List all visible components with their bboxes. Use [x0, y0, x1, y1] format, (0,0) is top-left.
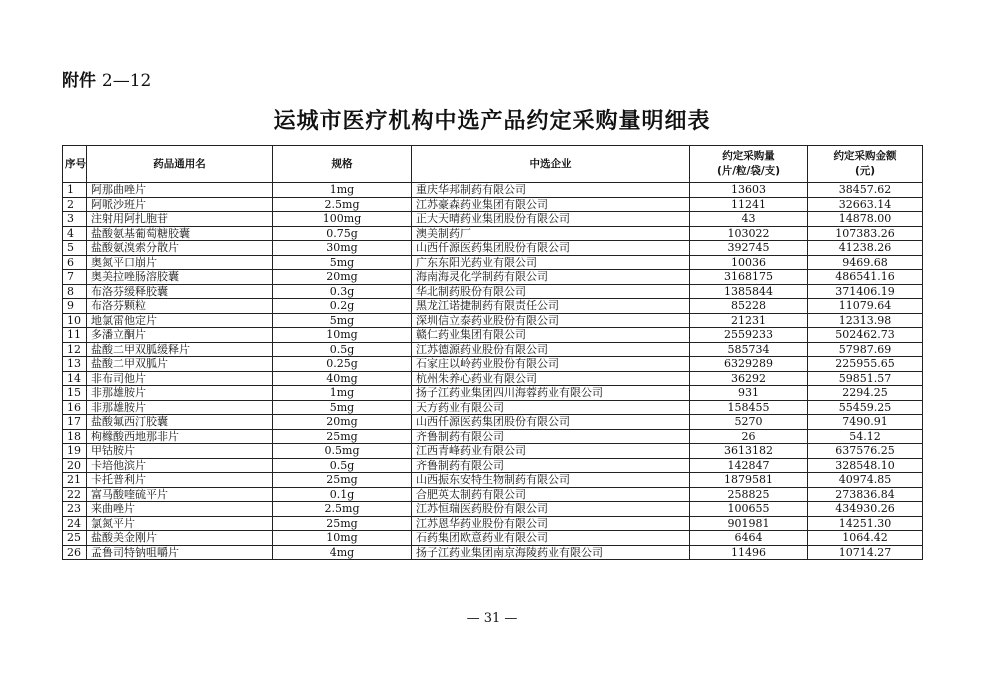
cell-drug-name: 甲钴胺片: [87, 444, 273, 459]
cell-quantity: 36292: [690, 371, 808, 386]
attachment-number: 2—12: [101, 71, 152, 91]
cell-company: 重庆华邦制药有限公司: [412, 183, 690, 198]
table-row: [63, 313, 923, 328]
cell-seq: 6: [63, 255, 87, 270]
cell-amount: 14878.00: [808, 212, 923, 227]
cell-spec: 40mg: [273, 371, 412, 386]
cell-company: 扬子江药业集团四川海蓉药业有限公司: [412, 386, 690, 401]
cell-seq: 12: [63, 342, 87, 357]
cell-spec: 0.5mg: [273, 444, 412, 459]
header-quantity-line2: (片/粒/袋/支): [716, 165, 781, 177]
cell-drug-name: 孟鲁司特钠咀嚼片: [87, 545, 273, 560]
cell-drug-name: 盐酸二甲双胍缓释片: [87, 342, 273, 357]
cell-amount: 637576.25: [808, 444, 923, 459]
table-row: [63, 502, 923, 517]
header-spec: 规格: [273, 146, 412, 183]
cell-company: 杭州朱养心药业有限公司: [412, 371, 690, 386]
header-amount-line1: 约定采购金额: [833, 150, 897, 162]
cell-seq: 15: [63, 386, 87, 401]
cell-seq: 18: [63, 429, 87, 444]
cell-spec: 10mg: [273, 328, 412, 343]
cell-seq: 23: [63, 502, 87, 517]
cell-seq: 14: [63, 371, 87, 386]
cell-drug-name: 多潘立酮片: [87, 328, 273, 343]
table-row: [63, 487, 923, 502]
cell-company: 澳美制药厂: [412, 226, 690, 241]
cell-seq: 2: [63, 197, 87, 212]
cell-amount: 11079.64: [808, 299, 923, 314]
cell-seq: 26: [63, 545, 87, 560]
cell-amount: 273836.84: [808, 487, 923, 502]
cell-amount: 107383.26: [808, 226, 923, 241]
cell-company: 华北制药股份有限公司: [412, 284, 690, 299]
cell-seq: 24: [63, 516, 87, 531]
cell-seq: 3: [63, 212, 87, 227]
cell-company: 天方药业有限公司: [412, 400, 690, 415]
cell-spec: 100mg: [273, 212, 412, 227]
table-row: [63, 299, 923, 314]
cell-company: 海南海灵化学制药有限公司: [412, 270, 690, 285]
cell-seq: 21: [63, 473, 87, 488]
cell-amount: 41238.26: [808, 241, 923, 256]
cell-spec: 0.25g: [273, 357, 412, 372]
cell-amount: 328548.10: [808, 458, 923, 473]
page-title: 运城市医疗机构中选产品约定采购量明细表: [273, 108, 711, 134]
cell-drug-name: 富马酸喹硫平片: [87, 487, 273, 502]
table-row: [63, 328, 923, 343]
cell-quantity: 100655: [690, 502, 808, 517]
table-row: [63, 241, 923, 256]
cell-seq: 13: [63, 357, 87, 372]
table-row: [63, 545, 923, 560]
cell-amount: 40974.85: [808, 473, 923, 488]
cell-drug-name: 盐酸氟西汀胶囊: [87, 415, 273, 430]
header-quantity: [690, 146, 808, 183]
procurement-table: [62, 145, 923, 560]
cell-company: 江苏德源药业股份有限公司: [412, 342, 690, 357]
cell-quantity: 142847: [690, 458, 808, 473]
cell-seq: 4: [63, 226, 87, 241]
cell-amount: 2294.25: [808, 386, 923, 401]
cell-drug-name: 奥美拉唑肠溶胶囊: [87, 270, 273, 285]
cell-drug-name: 卡培他滨片: [87, 458, 273, 473]
cell-seq: 17: [63, 415, 87, 430]
cell-drug-name: 来曲唑片: [87, 502, 273, 517]
cell-company: 深圳信立泰药业股份有限公司: [412, 313, 690, 328]
cell-quantity: 6329289: [690, 357, 808, 372]
cell-seq: 11: [63, 328, 87, 343]
cell-seq: 10: [63, 313, 87, 328]
cell-quantity: 1385844: [690, 284, 808, 299]
table-row: [63, 386, 923, 401]
cell-amount: 10714.27: [808, 545, 923, 560]
cell-amount: 502462.73: [808, 328, 923, 343]
cell-amount: 59851.57: [808, 371, 923, 386]
cell-amount: 54.12: [808, 429, 923, 444]
cell-company: 广东东阳光药业有限公司: [412, 255, 690, 270]
cell-spec: 1mg: [273, 386, 412, 401]
cell-drug-name: 布洛芬缓释胶囊: [87, 284, 273, 299]
cell-quantity: 2559233: [690, 328, 808, 343]
page-number: — 31 —: [466, 611, 518, 626]
cell-quantity: 1879581: [690, 473, 808, 488]
cell-quantity: 6464: [690, 531, 808, 546]
cell-drug-name: 地氯雷他定片: [87, 313, 273, 328]
cell-seq: 25: [63, 531, 87, 546]
cell-quantity: 585734: [690, 342, 808, 357]
cell-quantity: 85228: [690, 299, 808, 314]
cell-drug-name: 非布司他片: [87, 371, 273, 386]
cell-quantity: 10036: [690, 255, 808, 270]
header-drug-name: 药品通用名: [87, 146, 273, 183]
cell-company: 赣仁药业集团有限公司: [412, 328, 690, 343]
table-row: [63, 473, 923, 488]
cell-drug-name: 卡托普利片: [87, 473, 273, 488]
header-seq: 序号: [63, 146, 87, 183]
cell-spec: 2.5mg: [273, 197, 412, 212]
cell-spec: 5mg: [273, 255, 412, 270]
cell-seq: 8: [63, 284, 87, 299]
cell-seq: 9: [63, 299, 87, 314]
cell-drug-name: 盐酸氨溴索分散片: [87, 241, 273, 256]
cell-spec: 2.5mg: [273, 502, 412, 517]
cell-quantity: 103022: [690, 226, 808, 241]
cell-spec: 5mg: [273, 400, 412, 415]
header-amount: [808, 146, 923, 183]
cell-quantity: 158455: [690, 400, 808, 415]
table-row: [63, 429, 923, 444]
table-row: [63, 342, 923, 357]
cell-quantity: 3613182: [690, 444, 808, 459]
table-row: [63, 444, 923, 459]
cell-amount: 225955.65: [808, 357, 923, 372]
cell-spec: 0.2g: [273, 299, 412, 314]
table-row: [63, 516, 923, 531]
cell-spec: 25mg: [273, 473, 412, 488]
cell-spec: 0.75g: [273, 226, 412, 241]
cell-spec: 1mg: [273, 183, 412, 198]
cell-company: 江西青峰药业有限公司: [412, 444, 690, 459]
cell-seq: 16: [63, 400, 87, 415]
cell-amount: 1064.42: [808, 531, 923, 546]
cell-quantity: 21231: [690, 313, 808, 328]
table-row: [63, 458, 923, 473]
cell-quantity: 43: [690, 212, 808, 227]
cell-drug-name: 非那雄胺片: [87, 386, 273, 401]
cell-company: 黑龙江诺捷制药有限责任公司: [412, 299, 690, 314]
cell-spec: 20mg: [273, 415, 412, 430]
table-header-row: [63, 146, 923, 183]
cell-company: 正大天晴药业集团股份有限公司: [412, 212, 690, 227]
cell-seq: 22: [63, 487, 87, 502]
attachment-prefix: 附件: [62, 71, 96, 91]
cell-amount: 7490.91: [808, 415, 923, 430]
cell-amount: 9469.68: [808, 255, 923, 270]
cell-spec: 0.3g: [273, 284, 412, 299]
cell-company: 江苏恒瑞医药股份有限公司: [412, 502, 690, 517]
cell-amount: 55459.25: [808, 400, 923, 415]
cell-quantity: 392745: [690, 241, 808, 256]
cell-spec: 25mg: [273, 429, 412, 444]
table-row: [63, 183, 923, 198]
table-row: [63, 371, 923, 386]
cell-spec: 0.5g: [273, 458, 412, 473]
cell-company: 扬子江药业集团南京海陵药业有限公司: [412, 545, 690, 560]
cell-company: 山西仟源医药集团股份有限公司: [412, 241, 690, 256]
cell-drug-name: 氯氮平片: [87, 516, 273, 531]
cell-spec: 0.5g: [273, 342, 412, 357]
table-row: [63, 270, 923, 285]
cell-drug-name: 盐酸美金刚片: [87, 531, 273, 546]
cell-spec: 5mg: [273, 313, 412, 328]
table-row: [63, 197, 923, 212]
table-row: [63, 284, 923, 299]
header-company: 中选企业: [412, 146, 690, 183]
header-quantity-line1: 约定采购量: [722, 150, 775, 162]
table-row: [63, 400, 923, 415]
cell-company: 石药集团欧意药业有限公司: [412, 531, 690, 546]
cell-company: 江苏豪森药业集团有限公司: [412, 197, 690, 212]
cell-seq: 5: [63, 241, 87, 256]
cell-drug-name: 枸橼酸西地那非片: [87, 429, 273, 444]
cell-company: 山西仟源医药集团股份有限公司: [412, 415, 690, 430]
cell-amount: 434930.26: [808, 502, 923, 517]
cell-amount: 32663.14: [808, 197, 923, 212]
cell-company: 石家庄以岭药业股份有限公司: [412, 357, 690, 372]
cell-company: 合肥英太制药有限公司: [412, 487, 690, 502]
cell-quantity: 11241: [690, 197, 808, 212]
table-row: [63, 357, 923, 372]
table-row: [63, 212, 923, 227]
cell-amount: 14251.30: [808, 516, 923, 531]
cell-drug-name: 阿哌沙班片: [87, 197, 273, 212]
cell-seq: 7: [63, 270, 87, 285]
cell-spec: 10mg: [273, 531, 412, 546]
cell-quantity: 5270: [690, 415, 808, 430]
cell-amount: 12313.98: [808, 313, 923, 328]
cell-spec: 4mg: [273, 545, 412, 560]
cell-spec: 25mg: [273, 516, 412, 531]
attachment-label: [62, 66, 151, 91]
table-row: [63, 531, 923, 546]
cell-quantity: 11496: [690, 545, 808, 560]
cell-drug-name: 奥氮平口崩片: [87, 255, 273, 270]
cell-amount: 371406.19: [808, 284, 923, 299]
cell-drug-name: 非那雄胺片: [87, 400, 273, 415]
cell-drug-name: 盐酸氨基葡萄糖胶囊: [87, 226, 273, 241]
cell-quantity: 3168175: [690, 270, 808, 285]
cell-quantity: 931: [690, 386, 808, 401]
cell-company: 江苏恩华药业股份有限公司: [412, 516, 690, 531]
cell-quantity: 901981: [690, 516, 808, 531]
table-row: [63, 415, 923, 430]
cell-seq: 19: [63, 444, 87, 459]
cell-drug-name: 布洛芬颗粒: [87, 299, 273, 314]
cell-company: 山西振东安特生物制药有限公司: [412, 473, 690, 488]
cell-spec: 20mg: [273, 270, 412, 285]
cell-spec: 30mg: [273, 241, 412, 256]
header-amount-line2: (元): [854, 165, 876, 177]
cell-quantity: 26: [690, 429, 808, 444]
cell-drug-name: 盐酸二甲双胍片: [87, 357, 273, 372]
table-row: [63, 226, 923, 241]
cell-drug-name: 注射用阿扎胞苷: [87, 212, 273, 227]
cell-quantity: 258825: [690, 487, 808, 502]
cell-company: 齐鲁制药有限公司: [412, 458, 690, 473]
cell-seq: 1: [63, 183, 87, 198]
cell-spec: 0.1g: [273, 487, 412, 502]
cell-quantity: 13603: [690, 183, 808, 198]
cell-amount: 38457.62: [808, 183, 923, 198]
cell-drug-name: 阿那曲唑片: [87, 183, 273, 198]
table-row: [63, 255, 923, 270]
cell-amount: 486541.16: [808, 270, 923, 285]
cell-seq: 20: [63, 458, 87, 473]
cell-amount: 57987.69: [808, 342, 923, 357]
cell-company: 齐鲁制药有限公司: [412, 429, 690, 444]
